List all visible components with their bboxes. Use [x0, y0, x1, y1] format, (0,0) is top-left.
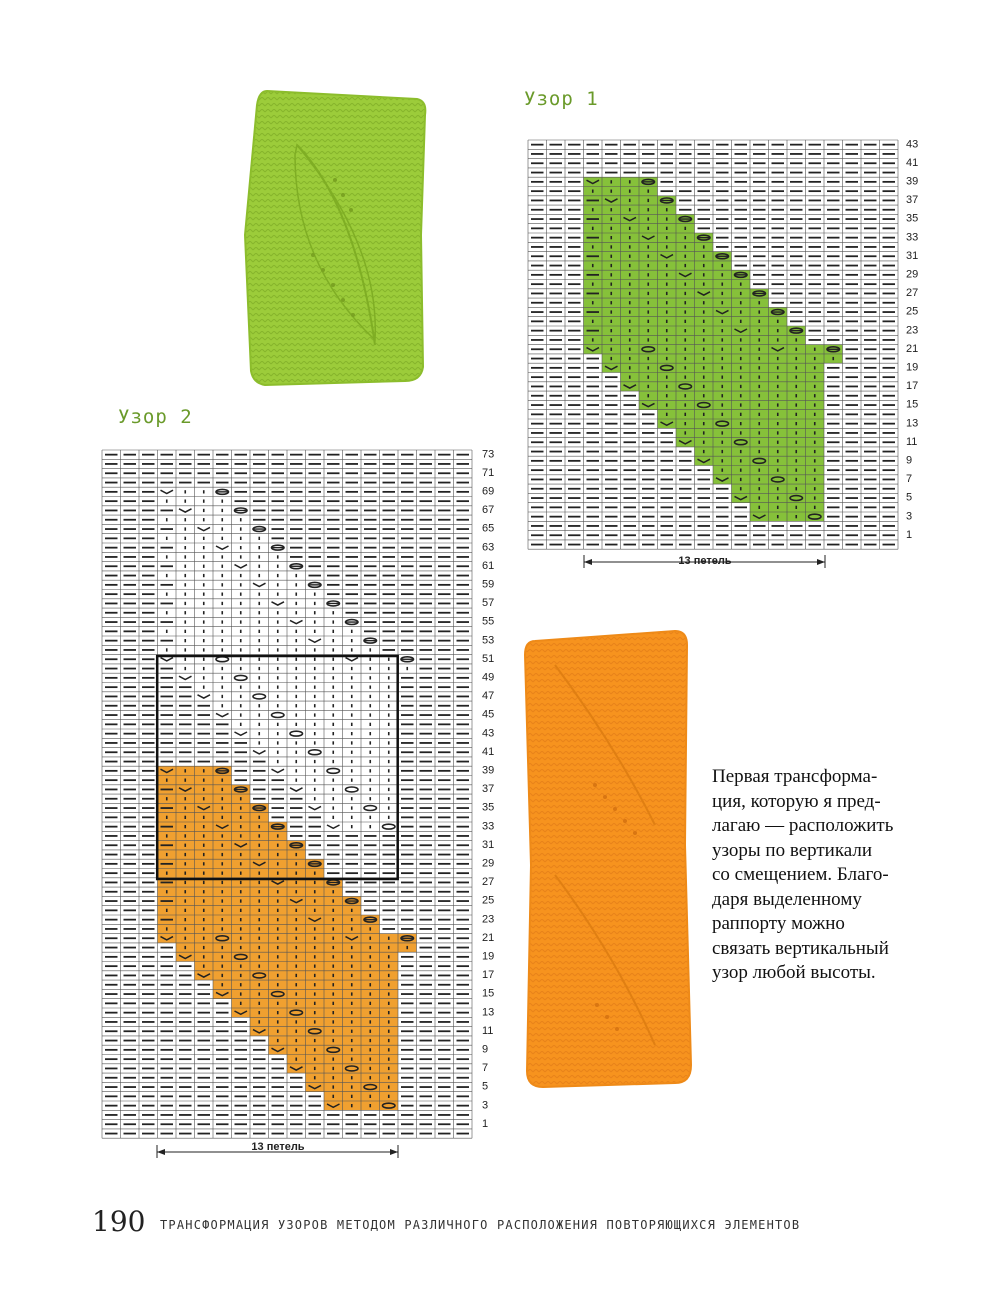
chart-filled-cell — [232, 1008, 251, 1017]
chart-filled-cell — [732, 326, 751, 335]
decrease-stitch-mark — [309, 806, 322, 809]
yarn-over-mark — [253, 694, 266, 699]
chart-filled-cell — [658, 419, 677, 428]
row-number: 19 — [906, 361, 919, 374]
row-number: 25 — [482, 894, 495, 907]
chart-filled-cell — [287, 896, 306, 905]
row-number: 67 — [482, 504, 495, 517]
row-number: 43 — [482, 727, 495, 740]
row-number: 1 — [906, 528, 913, 541]
row-number: 9 — [906, 454, 913, 467]
pattern1-title: Узор 1 — [524, 88, 599, 110]
row-number: 11 — [906, 435, 918, 448]
row-number: 11 — [482, 1024, 494, 1037]
decrease-stitch-mark — [216, 546, 229, 549]
description-line: раппорту можно — [712, 913, 845, 934]
orange-swatch-photo — [515, 625, 700, 1095]
row-number: 31 — [906, 249, 919, 262]
chart-filled-cell — [602, 363, 621, 372]
description-line: Первая трансформа- — [712, 766, 878, 787]
row-number: 49 — [482, 671, 495, 684]
yarn-over-mark — [383, 824, 396, 829]
chart-filled-cell — [584, 345, 603, 354]
chart-filled-cell — [176, 952, 195, 961]
decrease-stitch-mark — [198, 527, 211, 530]
row-number: 35 — [906, 212, 919, 225]
row-number: 23 — [482, 913, 495, 926]
row-number: 13 — [482, 1006, 495, 1019]
chart-filled-cell — [602, 196, 621, 205]
row-number: 59 — [482, 578, 495, 591]
row-number: 65 — [482, 522, 495, 535]
decrease-stitch-mark — [253, 751, 266, 754]
decrease-stitch-mark — [216, 713, 229, 716]
yarn-over-mark — [364, 806, 377, 811]
row-number: 7 — [906, 473, 913, 486]
pattern2-title: Узор 2 — [118, 406, 193, 428]
decrease-stitch-mark — [198, 695, 211, 698]
chart-filled-cell — [695, 456, 714, 465]
yarn-over-mark — [272, 713, 285, 718]
row-number: 31 — [482, 838, 495, 851]
row-number: 45 — [482, 708, 495, 721]
decrease-stitch-mark — [161, 490, 174, 493]
decrease-stitch-mark — [290, 788, 303, 791]
yarn-over-mark — [290, 731, 303, 736]
decrease-stitch-mark — [309, 639, 322, 642]
row-number: 73 — [482, 448, 495, 461]
pattern1-repeat-bar — [584, 555, 825, 568]
chart-filled-cell — [232, 841, 251, 850]
chart-filled-cell — [250, 1027, 269, 1036]
row-number: 61 — [482, 559, 495, 572]
row-number: 3 — [906, 510, 913, 523]
decrease-stitch-mark — [179, 509, 192, 512]
chart-filled-cell — [195, 803, 214, 812]
description-line: узоры по вертикали — [712, 839, 873, 861]
chart-filled-cell — [695, 289, 714, 298]
chart-filled-cell — [195, 971, 214, 980]
row-number: 53 — [482, 634, 495, 647]
pattern2-repeat-bar — [157, 1141, 398, 1158]
row-number: 33 — [906, 231, 919, 244]
row-number: 43 — [906, 138, 919, 151]
chart-filled-cell — [639, 233, 658, 242]
row-number: 29 — [906, 268, 919, 281]
pattern1-repeat-label: 13 петель — [678, 555, 732, 567]
decrease-stitch-mark — [272, 769, 285, 772]
row-number: 33 — [482, 820, 495, 833]
row-number: 47 — [482, 690, 495, 703]
chart-filled-cell — [621, 214, 640, 223]
yarn-over-mark — [327, 768, 340, 773]
green-swatch-photo — [235, 85, 445, 390]
row-number: 37 — [482, 783, 495, 796]
yarn-over-mark — [235, 675, 248, 680]
chart-filled-cell — [750, 512, 769, 521]
row-number: 17 — [906, 380, 919, 393]
pattern2-chart — [100, 448, 520, 1163]
yarn-over-mark — [346, 787, 359, 792]
running-title: ТРАНСФОРМАЦИЯ УЗОРОВ МЕТОДОМ РАЗЛИЧНОГО РАСПОЛОЖЕНИЯ ПОВТОРЯЮЩИХСЯ ЭЛЕМЕНТОВ — [160, 1218, 801, 1232]
row-number: 19 — [482, 950, 495, 963]
row-number: 17 — [482, 969, 495, 982]
pattern2-repeat-label: 13 петель — [251, 1141, 305, 1153]
yarn-over-mark — [309, 750, 322, 755]
decrease-stitch-mark — [290, 620, 303, 623]
chart-filled-cell — [713, 475, 732, 484]
row-number: 21 — [482, 931, 495, 944]
row-number: 13 — [906, 417, 919, 430]
chart-filled-cell — [584, 177, 603, 186]
row-number: 55 — [482, 615, 495, 628]
row-number: 23 — [906, 324, 919, 337]
chart-filled-cell — [306, 915, 325, 924]
row-number: 21 — [906, 342, 919, 355]
row-number: 41 — [482, 745, 495, 758]
chart-filled-cell — [713, 307, 732, 316]
description-line: даря выделенному — [712, 888, 862, 910]
row-number: 71 — [482, 466, 495, 479]
chart-filled-cell — [250, 859, 269, 868]
row-number: 25 — [906, 305, 919, 318]
decrease-stitch-mark — [235, 732, 248, 735]
row-number: 57 — [482, 597, 495, 610]
row-number: 39 — [906, 175, 919, 188]
row-number: 69 — [482, 485, 495, 498]
description-text — [712, 765, 942, 986]
chart-filled-cell — [269, 1045, 288, 1054]
chart-filled-cell — [158, 934, 177, 943]
chart-filled-cell — [287, 1064, 306, 1073]
chart-filled-cell — [158, 766, 177, 775]
chart-filled-cell — [769, 345, 788, 354]
row-number: 7 — [482, 1062, 489, 1075]
row-number: 41 — [906, 156, 919, 169]
row-number: 29 — [482, 857, 495, 870]
pattern1-chart — [520, 130, 940, 580]
decrease-stitch-mark — [346, 658, 359, 661]
description-line: со смещением. Благо- — [712, 864, 889, 885]
chart-filled-cell — [343, 934, 362, 943]
chart-filled-cell — [213, 989, 232, 998]
description-line: связать вертикальный — [712, 937, 889, 959]
row-number: 15 — [906, 398, 919, 411]
chart-filled-cell — [176, 785, 195, 794]
description-line: ция, которую я пред- — [712, 790, 881, 812]
description-line: узор любой высоты. — [712, 962, 876, 983]
row-number: 27 — [482, 876, 495, 889]
page-number: 190 — [92, 1205, 146, 1238]
decrease-stitch-mark — [272, 602, 285, 605]
row-number: 63 — [482, 541, 495, 554]
decrease-stitch-mark — [253, 583, 266, 586]
yarn-over-mark — [216, 657, 229, 662]
row-number: 15 — [482, 987, 495, 1000]
row-number: 5 — [906, 491, 913, 504]
chart-filled-cell — [732, 493, 751, 502]
row-number: 37 — [906, 194, 919, 207]
chart-filled-cell — [306, 1082, 325, 1091]
chart-filled-cell — [324, 1101, 343, 1110]
chart-filled-cell — [658, 252, 677, 261]
description-line: лагаю — расположить — [712, 815, 894, 836]
decrease-stitch-mark — [235, 565, 248, 568]
row-number: 5 — [482, 1080, 489, 1093]
chart-filled-cell — [676, 438, 695, 447]
chart-filled-cell — [213, 822, 232, 831]
decrease-stitch-mark — [161, 658, 174, 661]
row-number: 9 — [482, 1043, 489, 1056]
row-number: 3 — [482, 1099, 489, 1112]
row-number: 39 — [482, 764, 495, 777]
chart-filled-cell — [676, 270, 695, 279]
chart-filled-cell — [639, 400, 658, 409]
row-number: 35 — [482, 801, 495, 814]
row-number: 1 — [482, 1117, 489, 1130]
decrease-stitch-mark — [327, 825, 340, 828]
chart-filled-cell — [621, 382, 640, 391]
row-number: 27 — [906, 287, 919, 300]
decrease-stitch-mark — [179, 676, 192, 679]
row-number: 51 — [482, 652, 495, 665]
